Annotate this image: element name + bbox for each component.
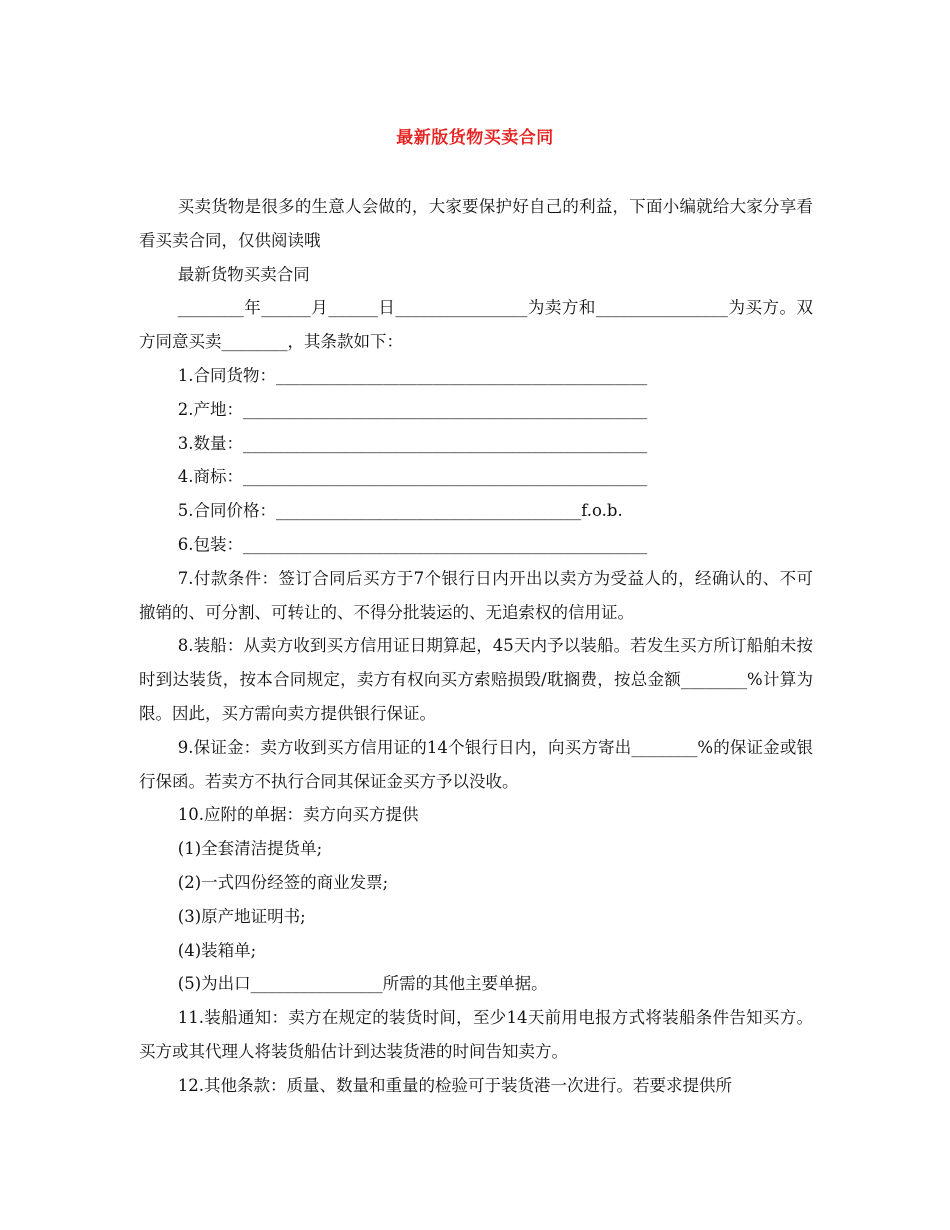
document-item-2: (2)一式四份经签的商业发票; xyxy=(177,872,389,892)
clause-price: 5.合同价格：_____________________________________f.o.b. xyxy=(177,501,623,521)
clause-quantity: 3.数量：_________________________________________________ xyxy=(177,433,648,453)
document-title: 最新版货物买卖合同 xyxy=(396,128,554,148)
clause-packing: 6.包装：_________________________________________________ xyxy=(177,534,648,554)
document-item-5: (5)为出口________________所需的其他主要单据。 xyxy=(177,974,548,994)
clause-goods: 1.合同货物：_____________________________________________ xyxy=(177,365,648,385)
clause-trademark: 4.商标：_________________________________________________ xyxy=(177,467,648,487)
clause-documents: 10.应附的单据：卖方向买方提供 xyxy=(177,805,419,825)
clause-origin: 2.产地：_________________________________________________ xyxy=(177,399,648,419)
clause-shipment: 8.装船：从卖方收到买方信用证日期算起，45天内予以装船。若发生买方所订船舶未按时到达装货，按本合同规定，卖方有权向买方索赔损毁/耽搁费，按总金额________%计算为限。因此，买方需向卖方提供银行保证。 xyxy=(139,636,813,723)
clause-other-terms: 12.其他条款：质量、数量和重量的检验可于装货港一次进行。若要求提供所 xyxy=(177,1075,733,1095)
clause-payment: 7.付款条件：签订合同后买方于7个银行日内开出以卖方为受益人的，经确认的、不可撤销的、可分割、可转让的、不得分批装运的、无追索权的信用证。 xyxy=(139,568,813,622)
document-item-3: (3)原产地证明书; xyxy=(177,906,306,926)
clause-shipping-notice: 11.装船通知：卖方在规定的装货时间，至少14天前用电报方式将装船条件告知买方。买方或其代理人将装货船估计到达装货港的时间告知卖方。 xyxy=(139,1008,813,1061)
parties-paragraph: ________年______月______日________________为卖方和________________为买方。双方同意买卖________，其条款如下： xyxy=(139,298,813,352)
clause-deposit: 9.保证金：卖方收到买方信用证的14个银行日内，向买方寄出________%的保证金或银行保函。若卖方不执行合同其保证金买方予以没收。 xyxy=(139,737,813,791)
document-item-1: (1)全套清洁提货单; xyxy=(177,839,323,859)
document-body xyxy=(139,190,813,1103)
document-item-4: (4)装箱单; xyxy=(177,940,257,960)
contract-heading: 最新货物买卖合同 xyxy=(177,264,310,284)
intro-paragraph: 买卖货物是很多的生意人会做的，大家要保护好自己的利益，下面小编就给大家分享看看买卖合同，仅供阅读哦 xyxy=(139,197,813,250)
